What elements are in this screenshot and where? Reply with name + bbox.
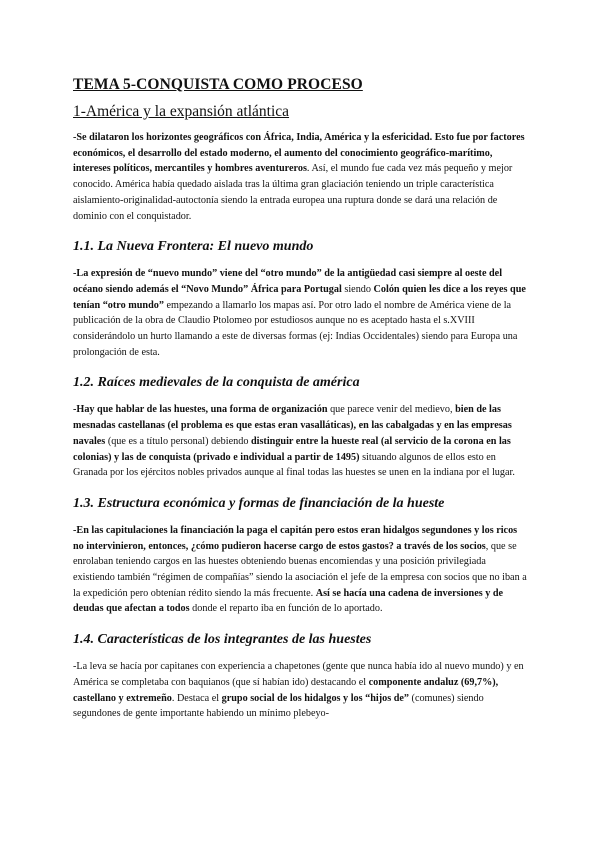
text-run: -Hay que hablar de las huestes, una forma de organización <box>73 404 328 416</box>
text-run: siendo <box>341 283 374 295</box>
section-1-3-paragraph <box>73 523 528 617</box>
text-run: . Así, el mundo fue cada vez más pequeño y mejor conocido. América había quedado aislada tras la última gran glaciación teniendo un triple característica aislamiento-originalidad-autoctonía siendo la entrada europea una ruptura donde se dará una relación de dominio con el conquistador. <box>73 163 513 222</box>
text-run: Colón quien les dice a los reyes que tenían “otro mundo” <box>73 283 526 311</box>
text-run: distinguir entre la hueste real (al servicio de la corona en las colonias) y las de conquista (privado e individual a partir de 1495) <box>73 435 511 463</box>
section-1-heading: 1-América y la expansión atlántica <box>73 103 290 120</box>
text-run: bien de las mesnadas castellanas (el problema es que estas eran vasalláticas), en las cabalgadas y en las empresas navales <box>73 404 512 447</box>
text-run: . Destaca el <box>171 692 222 704</box>
text-run: donde el reparto iba en función de lo aportado. <box>189 603 383 615</box>
document-page <box>73 76 528 722</box>
section-1-1-heading: 1.1. La Nueva Frontera: El nuevo mundo <box>73 239 314 255</box>
section-1-2-heading: 1.2. Raíces medievales de la conquista de américa <box>73 375 360 391</box>
text-run: empezando a llamarlo los mapas así. Por otro lado el nombre de América viene de la publicación de la obra de Claudio Ptolomeo por estudiosos aunque no es aceptado hasta el s.XVIII considerándolo un hurto llamando a este de diversas formas (ej: Indias Occidentales) siendo para Europa una prolongación de esta. <box>73 299 518 358</box>
text-run: , que se enrolaban teniendo cargos en las huestes obteniendo buenas encomiendas y una posición privilegiada existiendo también “régimen de compañías” siendo la asociación el jefe de la empresa con socios que no iban a la expedición pero obtenían rédito siendo la más frecuente. <box>73 540 527 599</box>
text-run: que parece venir del medievo, <box>327 404 456 416</box>
text-run: situando algunos de ellos esto en Granada por los ejércitos nobles privados aunque al final todas las huestes se unen en la indiana por el lugar. <box>73 451 515 479</box>
text-run: -La expresión de “nuevo mundo” viene del “otro mundo” de la antigüedad casi siempre al oeste del océano siendo además el “Novo Mundo” África para Portugal <box>73 268 503 295</box>
section-1-paragraph <box>73 130 528 224</box>
document-title: TEMA 5-CONQUISTA COMO PROCESO <box>73 76 363 93</box>
section-1-3-heading: 1.3. Estructura económica y formas de financiación de la hueste <box>73 495 445 511</box>
text-run: -La leva se hacía por capitanes con experiencia a chapetones (gente que nunca había ido al nuevo mundo) y en América se completaba con baquianos (que sí habían ido) destacando el <box>73 661 524 688</box>
text-run: (comunes) siendo segundones de gente importante habiendo un mínimo plebeyo- <box>73 692 484 720</box>
text-run: Así se hacía una cadena de inversiones y de deudas que afectan a todos <box>73 587 504 615</box>
text-run: (que es a título personal) debiendo <box>105 435 251 447</box>
section-1-4-paragraph <box>73 659 528 722</box>
text-run: -En las capitulaciones la financiación la paga el capitán pero estos eran hidalgos segundones y los ricos no intervinieron, entonces, ¿cómo pudieron hacerse cargo de estos gastos? a través de los socios <box>73 524 518 552</box>
section-1-4-heading: 1.4. Características de los integrantes de las huestes <box>73 632 372 648</box>
text-run: grupo social de los hidalgos y los “hijos de” <box>221 692 409 704</box>
section-1-2-paragraph <box>73 402 528 481</box>
text-run: componente andaluz (69,7%), castellano y extremeño <box>73 676 499 704</box>
section-1-1-paragraph <box>73 266 528 360</box>
text-run: -Se dilataron los horizontes geográficos con África, India, América y la esfericidad. Esto fue por factores económicos, el desarrollo del estado moderno, el aumento del conocimiento geográfico-marítimo, intereses políticos, mercantiles y hombres aventureros <box>73 132 525 175</box>
